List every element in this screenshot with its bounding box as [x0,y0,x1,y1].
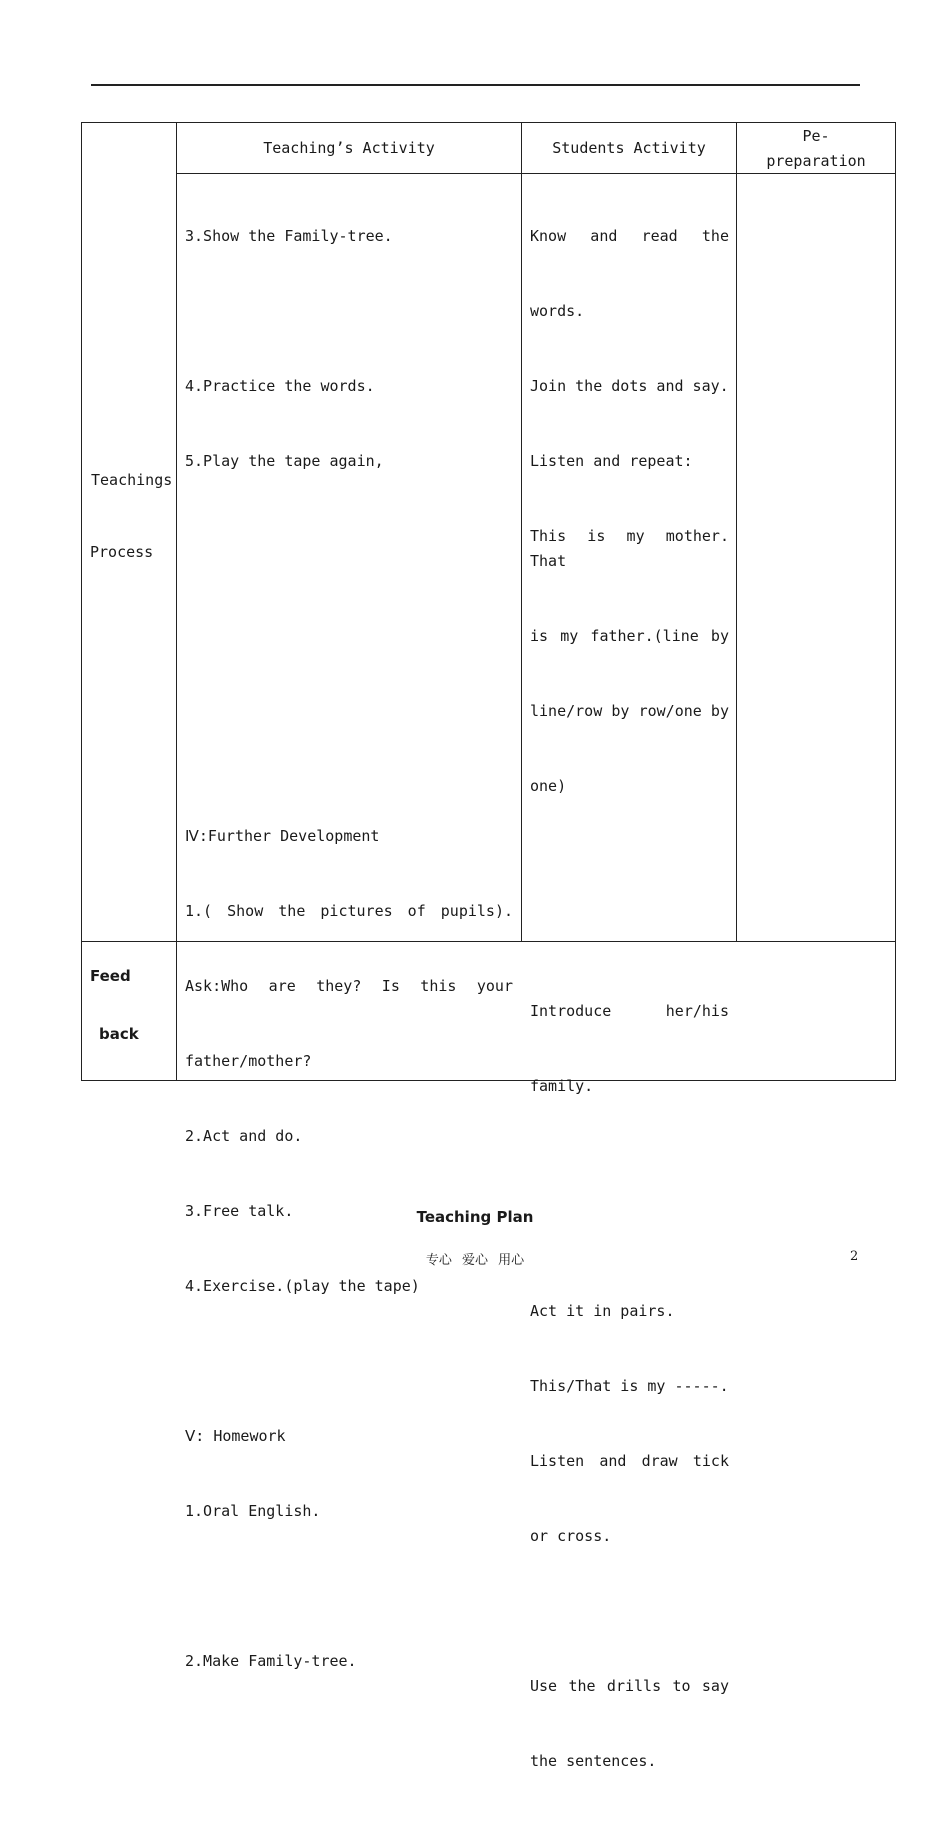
header-preparation-line2: preparation [766,152,866,170]
column-divider-students [736,122,737,942]
student-line [530,1599,729,1624]
student-line: Introduce her/his [530,1002,729,1020]
student-line: This is my mother. That [530,527,729,570]
teacher-line: 2.Make Family-tree. [185,1652,357,1670]
teacher-line: 1.Oral English. [185,1502,321,1520]
feedback-label-line2: back [99,1025,139,1043]
students-activity-content [530,174,729,1824]
teacher-line [185,299,513,324]
student-line: Use the drills to say [530,1677,729,1695]
header-students-activity: Students Activity [552,139,706,157]
student-line [530,1224,729,1249]
row-label-process: Process [90,543,154,561]
student-line: Know and read the [530,227,729,245]
table-border-top [81,122,896,123]
header-teaching-activity: Teaching’s Activity [263,139,435,157]
column-divider-label [176,122,177,1081]
student-line: line/row by row/one by [530,702,729,720]
teacher-line: father/mother? [185,1052,312,1070]
header-rule [91,84,860,86]
footer-title: Teaching Plan [416,1208,534,1226]
student-line: Join the dots and say. [530,377,729,395]
student-line: words. [530,302,585,320]
teacher-line: 4.Exercise.(play the tape) [185,1277,420,1295]
column-divider-teacher [521,122,522,942]
student-line [530,849,729,874]
teacher-line: 5.Play the tape again, [185,452,384,470]
teacher-line [185,1349,513,1374]
teacher-line: 4.Practice the words. [185,377,375,395]
table-border-left [81,122,82,1081]
student-line: This/That is my -----. [530,1377,729,1395]
student-line [530,1149,729,1174]
student-line [530,924,729,949]
student-line: is my father.(line by [530,627,729,645]
student-line: family. [530,1077,594,1095]
teacher-line: Ask:Who are they? Is this your [185,977,513,995]
teacher-line [185,1574,513,1599]
teacher-line [185,749,513,774]
teacher-line: 3.Show the Family-tree. [185,227,393,245]
student-line: Act it in pairs. [530,1302,675,1320]
feedback-label-line1: Feed [90,967,131,985]
footer-slogan: 专心 爱心 用心 [425,1253,525,1268]
student-line: Listen and repeat: [530,452,693,470]
row-label-teachings: Teachings [91,471,173,489]
teacher-line: 1.( Show the pictures of pupils). [185,902,513,920]
header-preparation-line1: Pe- [802,127,830,145]
student-line: the sentences. [530,1752,657,1770]
teacher-line [185,599,513,624]
teacher-line: 3.Free talk. [185,1202,294,1220]
student-line: one) [530,777,567,795]
page-number: 2 [850,1249,859,1264]
teacher-line [185,524,513,549]
teacher-line: 2.Act and do. [185,1127,303,1145]
table-border-right [895,122,896,1081]
teacher-line [185,674,513,699]
teacher-line: Ⅳ:Further Development [185,827,380,845]
teacher-line: Ⅴ: Homework [185,1427,286,1445]
student-line: Listen and draw tick [530,1452,729,1470]
student-line: or cross. [530,1527,612,1545]
teacher-activity-content [185,174,513,1724]
